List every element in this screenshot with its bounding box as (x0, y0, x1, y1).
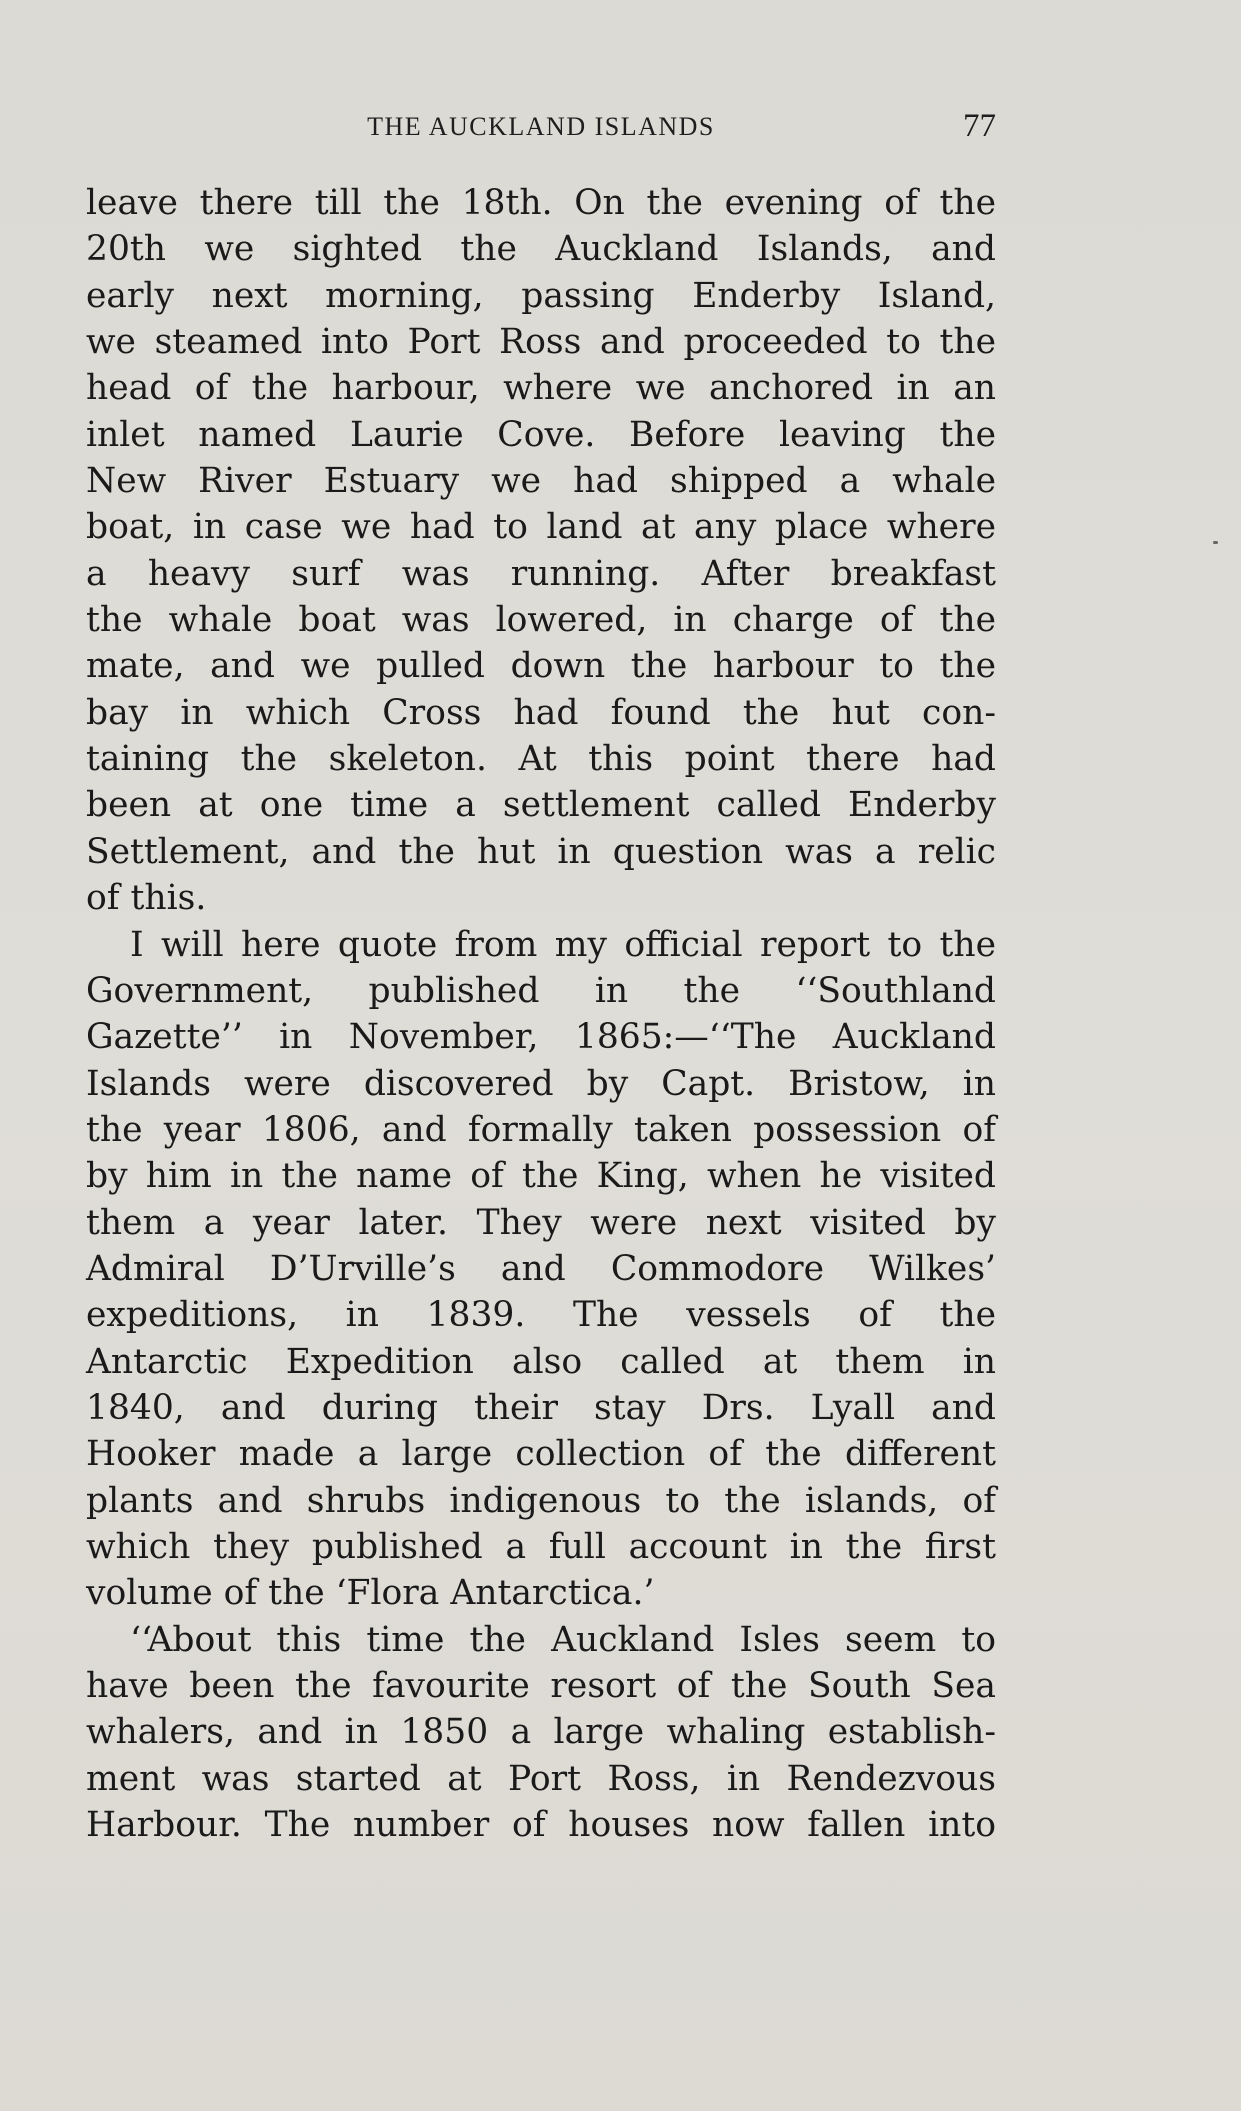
text-line: inlet named Laurie Cove. Before leaving the (86, 414, 996, 455)
text-line: Admiral D’Urville’s and Commodore Wilkes’ (86, 1248, 996, 1289)
text-line: have been the favourite resort of the South Sea (86, 1666, 996, 1706)
text-line: Hooker made a large collection of the different (86, 1434, 996, 1475)
running-head (86, 108, 996, 148)
text-line: the whale boat was lowered, in charge of the (86, 600, 996, 641)
text-line: Government, published in the ‘‘Southland (86, 970, 996, 1011)
text-line: the year 1806, and formally taken possession of (86, 1109, 996, 1150)
text-line: head of the harbour, where we anchored in an (86, 368, 996, 409)
text-line: 1840, and during their stay Drs. Lyall and (86, 1387, 996, 1428)
body-text (86, 180, 996, 1848)
text-line: plants and shrubs indigenous to the islands, of (86, 1480, 996, 1521)
text-line: early next morning, passing Enderby Island, (86, 275, 996, 316)
text-line: mate, and we pulled down the harbour to the (86, 646, 996, 687)
text-line: them a year later. They were next visited by (86, 1202, 996, 1243)
paragraph-start-line: I will here quote from my official report to the (130, 924, 996, 965)
text-line: a heavy surf was running. After breakfast (86, 553, 996, 594)
text-line: Harbour. The number of houses now fallen into (86, 1805, 996, 1846)
text-line: by him in the name of the King, when he visited (86, 1156, 996, 1197)
text-line: Gazette’’ in November, 1865:—‘‘The Auckland (86, 1017, 996, 1058)
running-title: THE AUCKLAND ISLANDS (367, 112, 715, 141)
page-number: 77 (963, 108, 996, 144)
text-line: leave there till the 18th. On the evening of the (86, 183, 996, 223)
text-line: of this. (86, 878, 207, 919)
text-line: volume of the ‘Flora Antarctica.’ (86, 1573, 655, 1614)
text-line: Antarctic Expedition also called at them in (86, 1341, 996, 1382)
text-line: New River Estuary we had shipped a whale (86, 461, 996, 502)
text-line: we steamed into Port Ross and proceeded to the (86, 322, 996, 363)
text-line: been at one time a settlement called Enderby (86, 785, 996, 826)
text-line: Islands were discovered by Capt. Bristow, in (86, 1063, 996, 1104)
paragraph-start-line: ‘‘About this time the Auckland Isles seem to (130, 1619, 996, 1660)
text-line: expeditions, in 1839. The vessels of the (86, 1295, 996, 1336)
text-line: boat, in case we had to land at any place where (86, 507, 996, 548)
text-line: bay in which Cross had found the hut con- (86, 692, 996, 733)
paper-speck (1213, 541, 1218, 544)
text-line: taining the skeleton. At this point there had (86, 739, 996, 780)
text-line: whalers, and in 1850 a large whaling establish- (86, 1712, 996, 1753)
text-line: ment was started at Port Ross, in Rendezvous (86, 1758, 996, 1799)
text-line: Settlement, and the hut in question was a relic (86, 831, 996, 872)
text-line: which they published a full account in the first (86, 1526, 996, 1567)
text-line: 20th we sighted the Auckland Islands, and (86, 229, 996, 270)
